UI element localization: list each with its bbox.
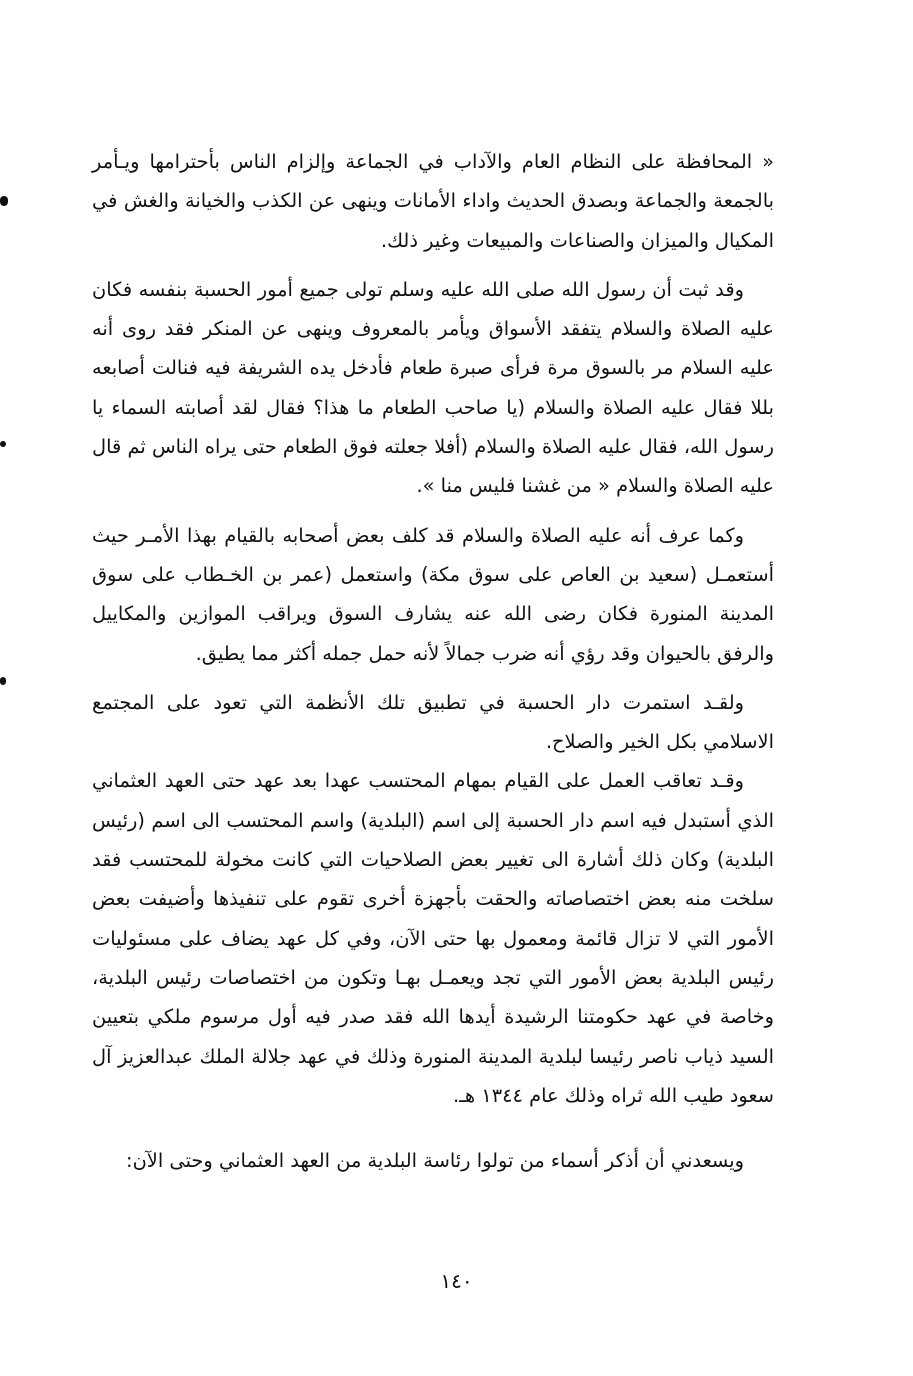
margin-mark xyxy=(0,441,6,447)
paragraph-ottoman-era: وقـد تعاقب العمل على القيام بمهام المحتسب عهدا بعد عهد حتى العهد العثماني الذي أستبدل فيه اسم دار الحسبة إلى اسم (البلدية) واسم المحتسب الى اسم (رئيس البلدية) وكان ذلك أشارة الى تغيير بعض الصلاحيات التي كانت مخولة للمحتسب فقد سلخت منه بعض اختصاصاته والحقت بأجهزة أخرى تقوم على تنفيذها وأضيفت بعض الأمور التي لا تزال قائمة ومعمول بها حتى الآن، وفي كل عهد يضاف على مسئوليات رئيس البلدية بعض الأمور التي تجد ويعمـل بهـا وتكون من اختصاصات رئيس البلدية، وخاصة في عهد حكومتنا الرشيدة أيدها الله فقد صدر فيه أول مرسوم ملكي بتعيين السيد ذياب ناصر رئيسا لبلدية المدينة المنورة وذلك في عهد جلالة الملك عبدالعزيز آل سعود طيب الله ثراه وذلك عام ١٣٤٤ هـ. xyxy=(92,769,774,1107)
margin-mark xyxy=(0,677,6,685)
margin-mark xyxy=(0,196,8,206)
body-text xyxy=(92,142,774,1180)
paragraph-prophet-hisba: وقد ثبت أن رسول الله صلى الله عليه وسلم تولى جميع أمور الحسبة بنفسه فكان عليه الصلاة والسلام يتفقد الأسواق ويأمر بالمعروف وينهى عن المنكر فقد روى أنه عليه السلام مر بالسوق مرة فرأى صبرة طعام فأدخل يده الشريفة فيه فنالت أصابعه بللا فقال عليه الصلاة والسلام (يا صاحب الطعام ما هذا؟ فقال لقد أصابته السماء يا رسول الله، فقال عليه الصلاة والسلام (أفلا جعلته فوق الطعام حتى يراه الناس ثم قال عليه الصلاة والسلام « من غشنا فليس منا ». xyxy=(92,277,774,498)
page-number: ١٤٠ xyxy=(440,1269,473,1293)
paragraph-companions: وكما عرف أنه عليه الصلاة والسلام قد كلف بعض أصحابه بالقيام بهذا الأمـر حيث أستعمـل (سعيد بن العاص على سوق مكة) واستعمل (عمر بن الخـطاب على سوق المدينة المنورة فكان رضى الله عنه يشارف السوق ويراقب الموازين والمكاييل والرفق بالحيوان وقد رؤي أنه ضرب جمالاً لأنه حمل جمله أكثر مما يطيق. xyxy=(92,523,774,665)
paragraph-hisba-continued: ولقـد استمرت دار الحسبة في تطبيق تلك الأنظمة التي تعود على المجتمع الاسلامي بكل الخير والصلاح. xyxy=(92,690,774,754)
paragraph-quote: « المحافظة على النظام العام والآداب في الجماعة وإلزام الناس بأحترامها ويـأمر بالجمعة والجماعة وبصدق الحديث واداء الأمانات وينهى عن الكذب والخيانة والغش في المكيال والميزان والصناعات والمبيعات وغير ذلك. xyxy=(92,150,774,252)
paragraph-mayors-intro: ويسعدني أن أذكر أسماء من تولوا رئاسة البلدية من العهد العثماني وحتى الآن: xyxy=(126,1149,744,1173)
